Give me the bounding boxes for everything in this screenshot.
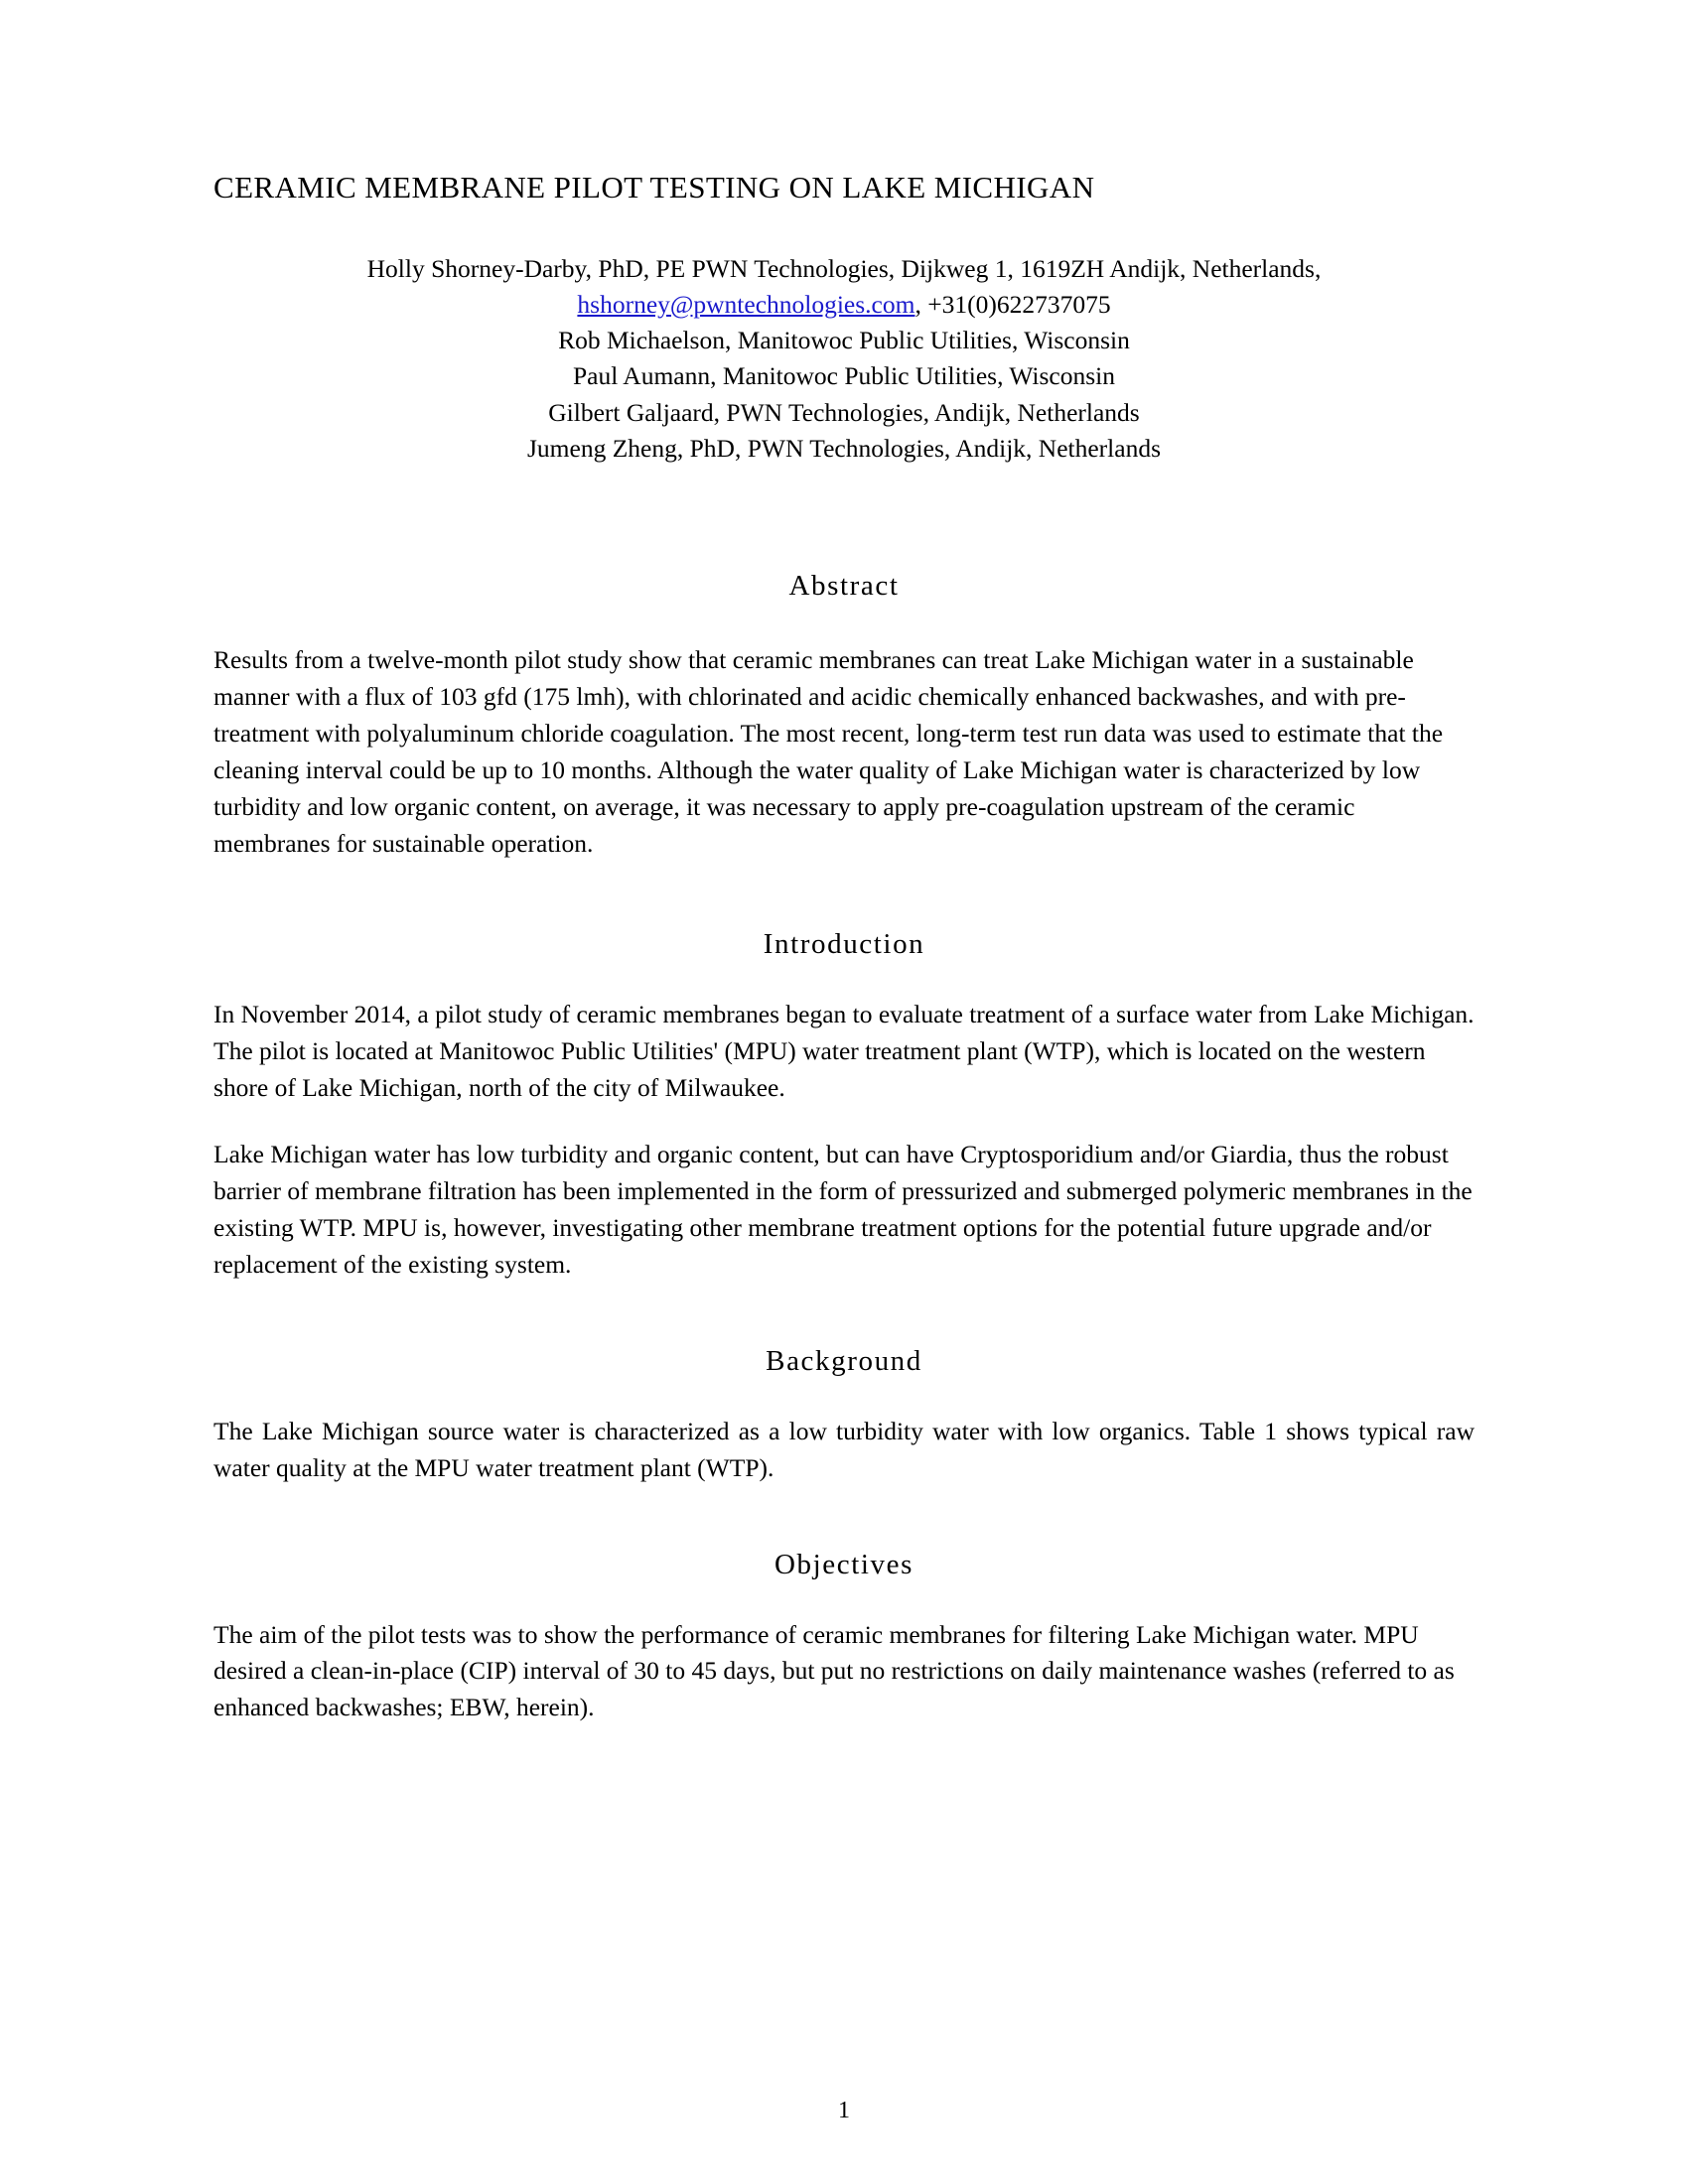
author-line-5: Gilbert Galjaard, PWN Technologies, Andijk, Netherlands: [548, 397, 1140, 427]
section-heading-introduction: Introduction: [763, 927, 925, 960]
author-line-6: Jumeng Zheng, PhD, PWN Technologies, Andijk, Netherlands: [527, 433, 1161, 463]
section-heading-abstract: Abstract: [788, 569, 900, 602]
page-title: CERAMIC MEMBRANE PILOT TESTING ON LAKE MICHIGAN: [213, 170, 1095, 205]
section-heading-background: Background: [766, 1344, 922, 1377]
author-line-4: Paul Aumann, Manitowoc Public Utilities, Wisconsin: [572, 361, 1116, 391]
author-block: [213, 251, 1475, 467]
page-number: 1: [838, 2098, 850, 2123]
author-email-link[interactable]: hshorney@pwntechnologies.com: [577, 289, 915, 319]
abstract-paragraph: Results from a twelve-month pilot study show that ceramic membranes can treat Lake Michigan water in a sustainable manner with a flux of 103 gfd (175 lmh), with chlorinated and acidic chemically enhanced backwashes, and with pre-treatment with polyaluminum chloride coagulation. The most recent, long-term test run data was used to estimate that the cleaning interval could be up to 10 months. Although the water quality of Lake Michigan water is characterized by low turbidity and low organic content, on average, it was necessary to apply pre-coagulation upstream of the ceramic membranes for sustainable operation.: [213, 644, 1444, 858]
introduction-paragraph-2: Lake Michigan water has low turbidity and organic content, but can have Cryptosporidium and/or Giardia, thus the robust barrier of membrane filtration has been implemented in the form of pressurized and submerged polymeric membranes in the existing WTP. MPU is, however, investigating other membrane treatment options for the potential future upgrade and/or replacement of the existing system.: [213, 1139, 1473, 1279]
section-heading-objectives: Objectives: [774, 1548, 914, 1580]
author-line-3: Rob Michaelson, Manitowoc Public Utilities, Wisconsin: [558, 326, 1130, 355]
author-contact-line: [213, 287, 1475, 323]
author-phone: , +31(0)622737075: [914, 289, 1111, 319]
introduction-paragraph-1: In November 2014, a pilot study of ceramic membranes began to evaluate treatment of a surface water from Lake Michigan. The pilot is located at Manitowoc Public Utilities' (MPU) water treatment plant (WTP), which is located on the western shore of Lake Michigan, north of the city of Milwaukee.: [213, 999, 1475, 1102]
background-paragraph: The Lake Michigan source water is characterized as a low turbidity water with low organics. Table 1 shows typical raw water quality at the MPU water treatment plant (WTP).: [213, 1416, 1475, 1482]
author-line-1: Holly Shorney-Darby, PhD, PE PWN Technologies, Dijkweg 1, 1619ZH Andijk, Netherlands,: [366, 253, 1322, 283]
objectives-paragraph: The aim of the pilot tests was to show the performance of ceramic membranes for filtering Lake Michigan water. MPU desired a clean-in-place (CIP) interval of 30 to 45 days, but put no restrictions on daily maintenance washes (referred to as enhanced backwashes; EBW, herein).: [213, 1619, 1455, 1722]
